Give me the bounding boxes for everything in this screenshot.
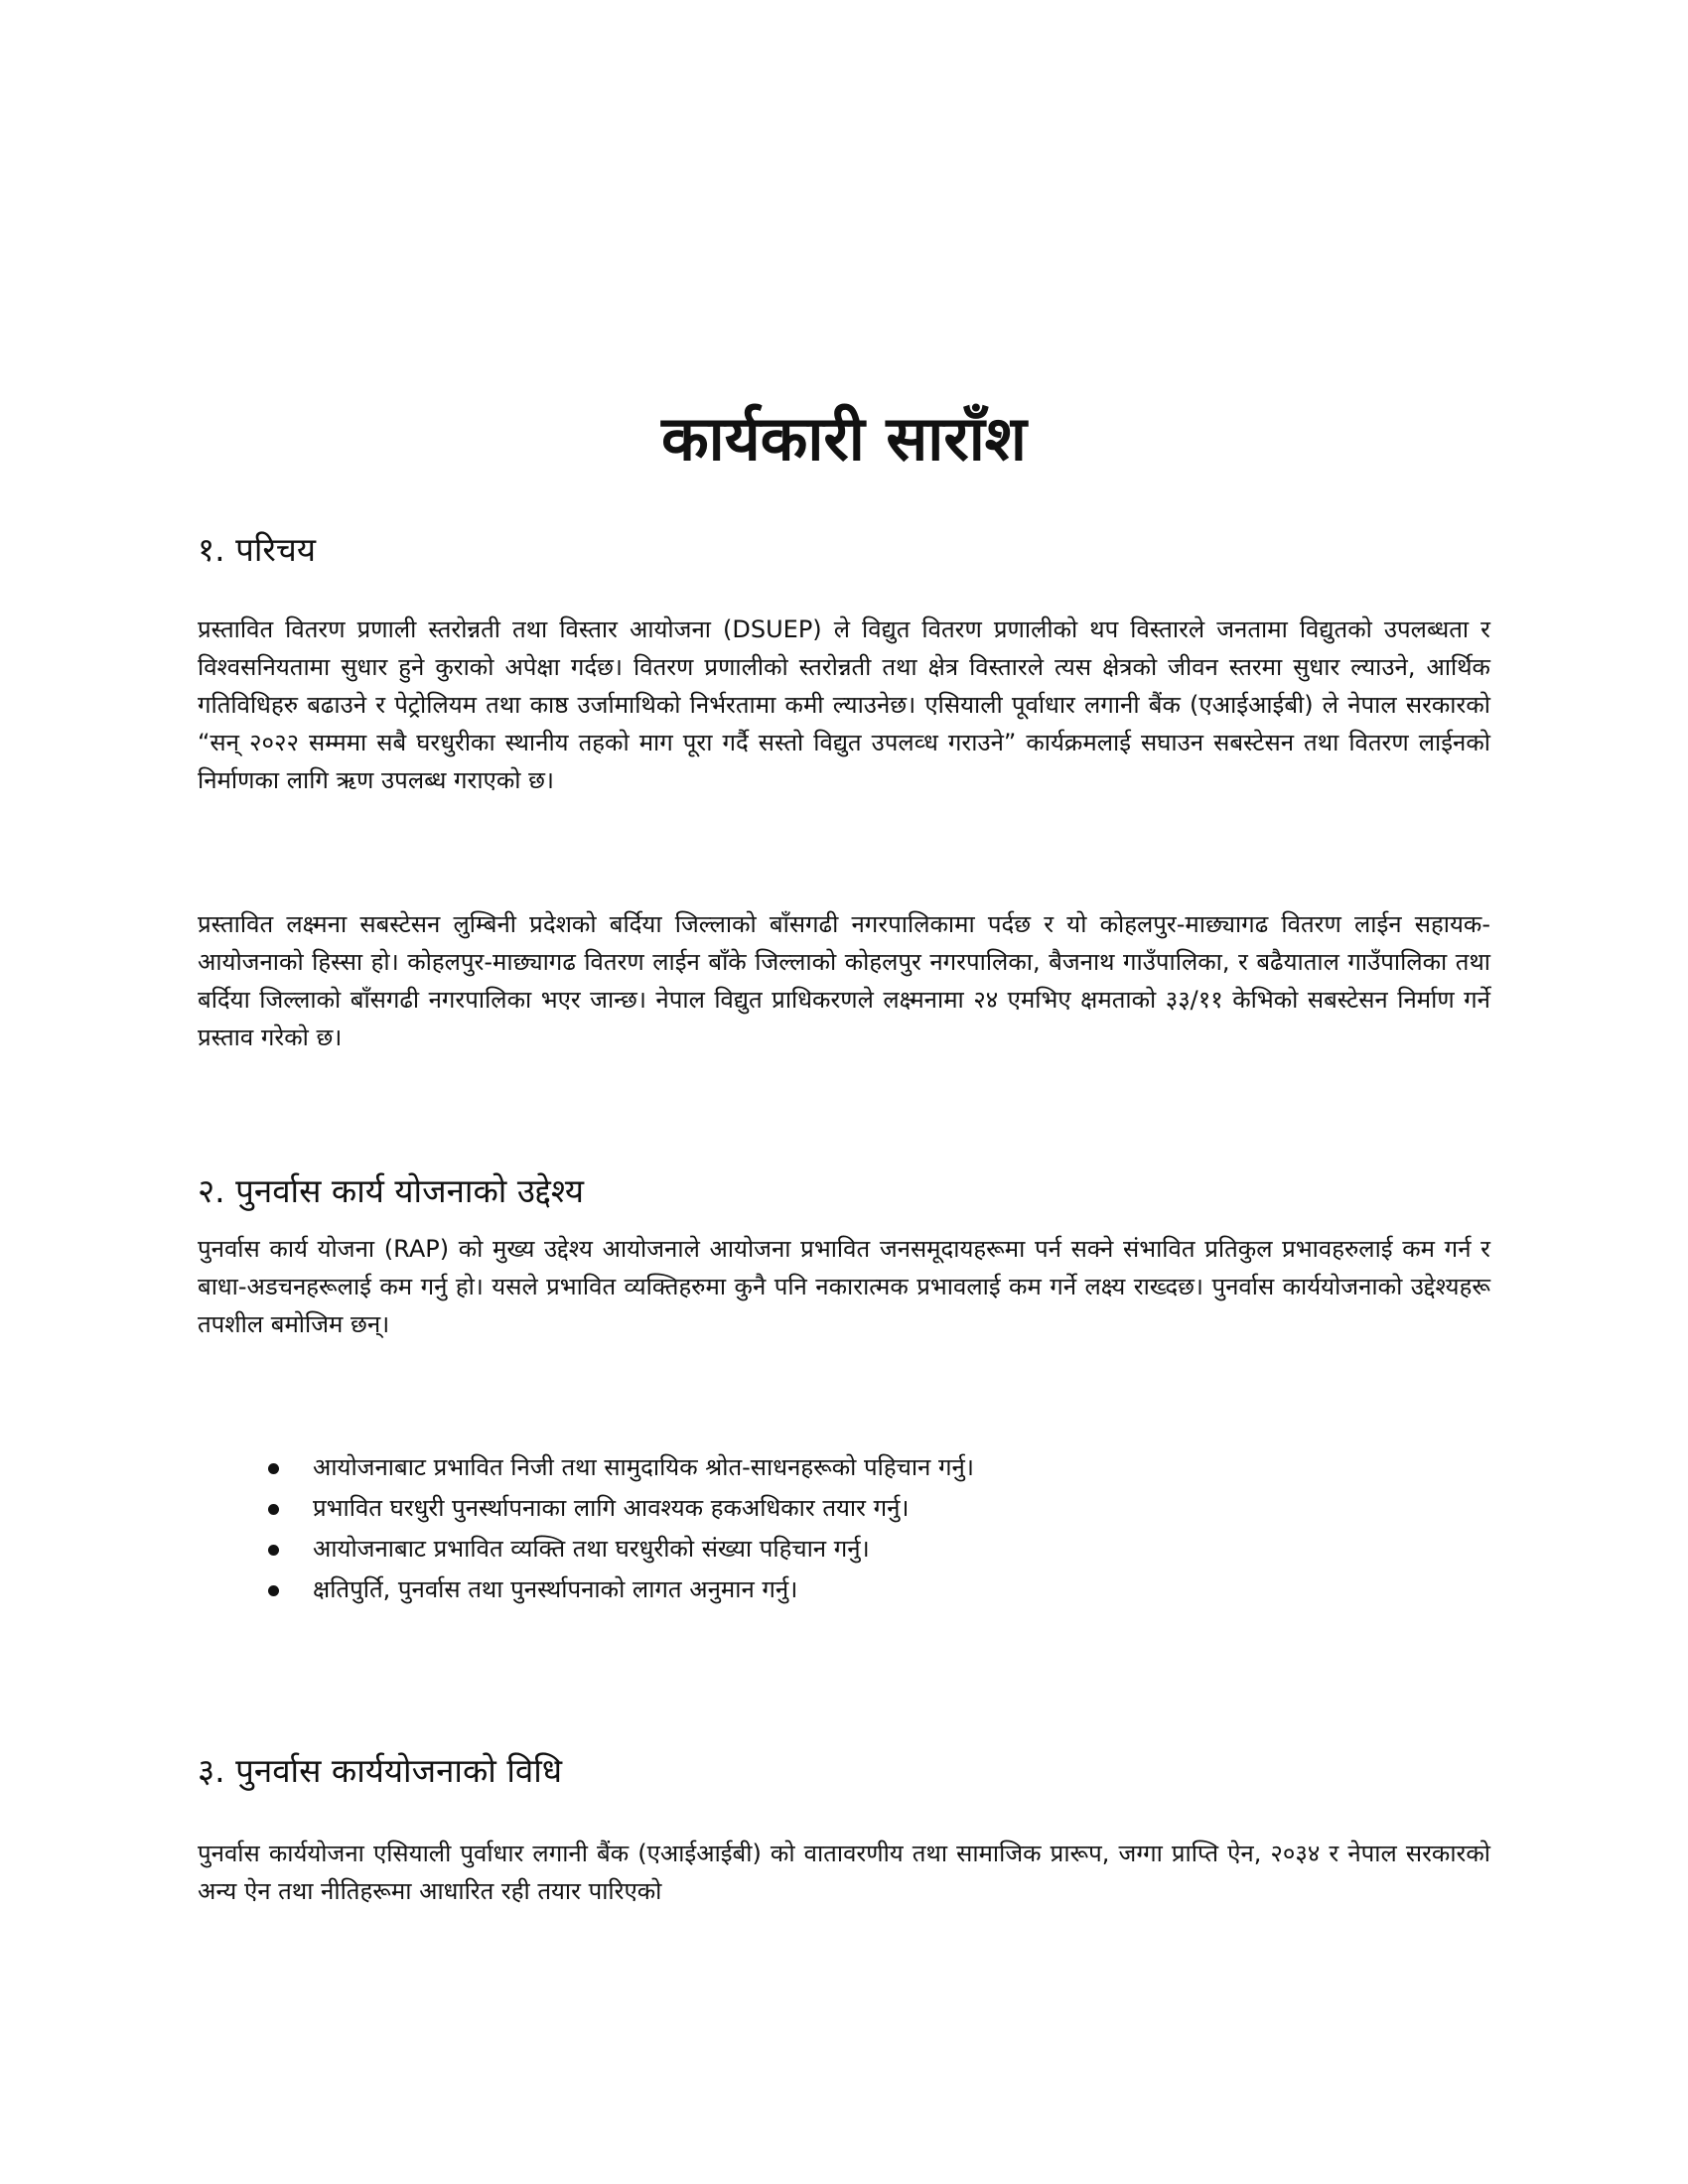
list-item (260, 1529, 1452, 1570)
list-item-text: आयोजनाबाट प्रभावित निजी तथा सामुदायिक श्रोत-साधनहरूको पहिचान गर्नु। (313, 1453, 974, 1481)
paragraph-introduction-1: प्रस्तावित वितरण प्रणाली स्तरोन्नती तथा विस्तार आयोजना (DSUEP) ले विद्युत वितरण प्रणालीको थप विस्तारले जनतामा विद्युतको उपलब्धता र विश्वसनियतामा सुधार हुने कुराको अपेक्षा गर्दछ। वितरण प्रणालीको स्तरोन्नती तथा क्षेत्र विस्तारले त्यस क्षेत्रको जीवन स्तरमा सुधार ल्याउने, आर्थिक गतिविधिहरु बढाउने र पेट्रोलियम तथा काष्ठ उर्जामाथिको निर्भरतामा कमी ल्याउनेछ। एसियाली पूर्वाधार लगानी बैंक (एआईआईबी) ले नेपाल सरकारको “सन् २०२२ सम्ममा सबै घरधुरीका स्थानीय तहको माग पूरा गर्दै सस्तो विद्युत उपलव्ध गराउने” कार्यक्रमलाई सघाउन सबस्टेसन तथा वितरण लाईनको निर्माणका लागि ऋण उपलब्ध गराएको छ। (198, 615, 1490, 794)
section-heading-introduction: १. परिचय (198, 530, 317, 569)
list-item-text: आयोजनाबाट प्रभावित व्यक्ति तथा घरधुरीको संख्या पहिचान गर्नु। (313, 1535, 870, 1563)
bullet-icon (268, 1545, 279, 1556)
paragraph-rap-objective: पुनर्वास कार्य योजना (RAP) को मुख्य उद्देश्य आयोजनाले आयोजना प्रभावित जनसमूदायहरूमा पर्न सक्ने संभावित प्रतिकुल प्रभावहरुलाई कम गर्न र बाधा-अडचनहरूलाई कम गर्नु हो। यसले प्रभावित व्यक्तिहरुमा कुनै पनि नकारात्मक प्रभावलाई कम गर्ने लक्ष्य राख्दछ। पुनर्वास कार्ययोजनाको उद्देश्यहरू तपशील बमोजिम छन्। (198, 1235, 1490, 1338)
list-item-text: क्षतिपुर्ति, पुनर्वास तथा पुनर्स्थापनाको लागत अनुमान गर्नु। (313, 1575, 798, 1603)
objectives-list (260, 1447, 1452, 1610)
section-heading-rap-methodology: ३. पुनर्वास कार्ययोजनाको विधि (198, 1751, 563, 1790)
list-item (260, 1570, 1452, 1610)
bullet-icon (268, 1585, 279, 1596)
list-item-text: प्रभावित घरधुरी पुनर्स्थापनाका लागि आवश्यक हकअधिकार तयार गर्नु। (313, 1494, 910, 1522)
list-item (260, 1488, 1452, 1529)
paragraph-rap-methodology: पुनर्वास कार्ययोजना एसियाली पुर्वाधार लगानी बैंक (एआईआईबी) को वातावरणीय तथा सामाजिक प्रारूप, जग्गा प्राप्ति ऐन, २०३४ र नेपाल सरकारको अन्य ऐन तथा नीतिहरूमा आधारित रही तयार पारिएको (198, 1840, 1490, 1905)
section-heading-rap-objective: २. पुनर्वास कार्य योजनाको उद्देश्य (198, 1171, 585, 1210)
bullet-icon (268, 1463, 279, 1474)
paragraph-introduction-2: प्रस्तावित लक्ष्मना सबस्टेसन लुम्बिनी प्रदेशको बर्दिया जिल्लाको बाँसगढी नगरपालिकामा पर्दछ र यो कोहलपुर-माछ्यागढ वितरण लाईन सहायक-आयोजनाको हिस्सा हो। कोहलपुर-माछ्यागढ वितरण लाईन बाँके जिल्लाको कोहलपुर नगरपालिका, बैजनाथ गाउँपालिका, र बढैयाताल गाउँपालिका तथा बर्दिया जिल्लाको बाँसगढी नगरपालिका भएर जान्छ। नेपाल विद्युत प्राधिकरणले लक्ष्मनामा २४ एमभिए क्षमताको ३३/११ केभिको सबस्टेसन निर्माण गर्ने प्रस्ताव गरेको छ। (198, 910, 1490, 1051)
list-item (260, 1447, 1452, 1488)
bullet-icon (268, 1504, 279, 1515)
document-title: कार्यकारी साराँश (661, 402, 1027, 475)
